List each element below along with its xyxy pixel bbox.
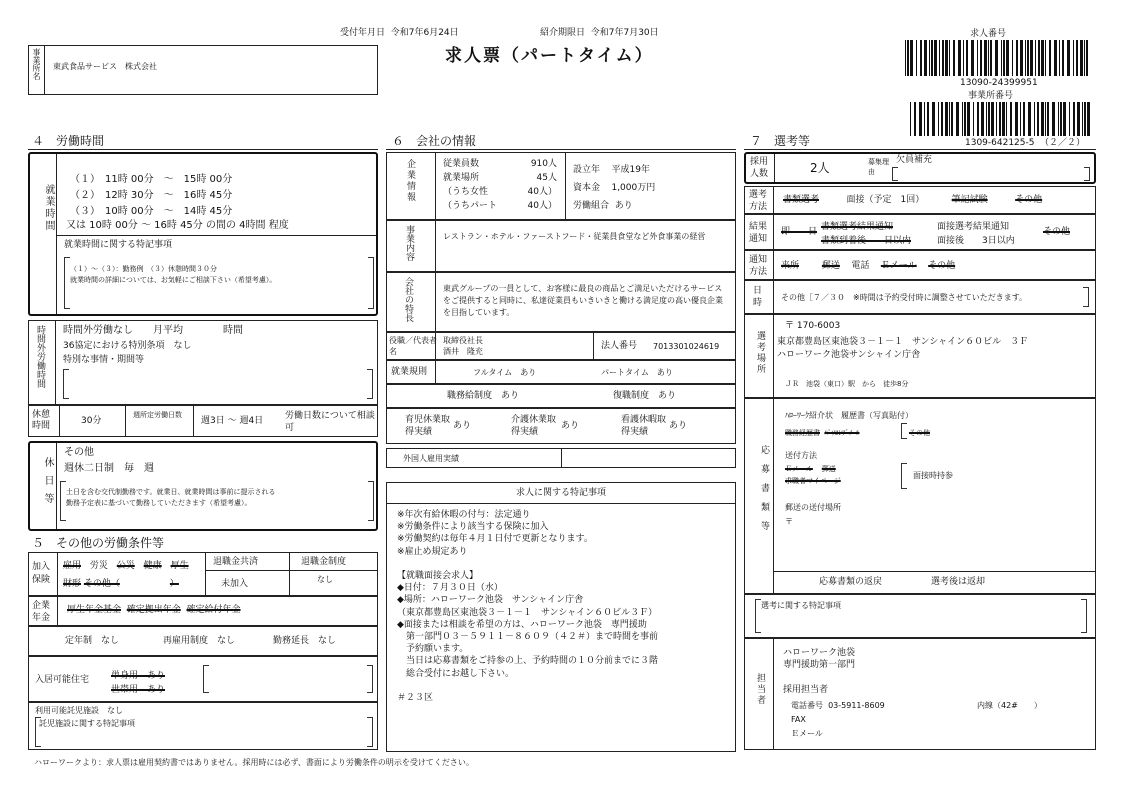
section-6-title: ６ 会社の情報 [392,134,477,148]
staff-dept: 専門援助第一部門 [783,660,856,670]
selection-notes-box [744,594,1096,638]
overtime-line-2: 36協定における特別条項 なし [63,341,192,351]
housing-label: 入居可能住宅 [35,675,90,685]
office-number: 1309-642125-5 [965,138,1035,148]
childcare-row [28,702,378,750]
shift-2: （２） 12時 30分 ～ 16時 45分 [70,190,233,201]
holiday-weekly: 週休二日制 毎 週 [64,463,154,474]
part-value: 40人） [527,201,557,211]
business-name-box [28,45,378,95]
notify-method-label: 通知方法 [749,255,768,277]
work-rules-label: 就業規則 [391,367,428,377]
result-immediate: 即 日 [781,227,818,237]
selection-method-row [744,186,1096,214]
mail-destination-label: 郵送の送付場所 [785,503,841,512]
staff-tel: 電話番号 03-5911-8609 [791,701,885,710]
overtime-line-1: 時間外労働なし 月平均 時間 [63,325,243,336]
result-notify-row [744,214,1096,250]
work-extension: 勤務延長 なし [273,636,337,646]
selection-place-label: 選考場所 [755,331,765,375]
result-doc-days: 書類到着後 日以内 [821,236,912,246]
send-mail: 郵送 [821,465,836,473]
special-note-line: ◆場所：ハローワーク池袋 サンシャイン庁舎 [397,595,584,606]
job-number: 13090-24399951 [960,78,1038,88]
housing-family: 世帯用 あり [111,685,166,695]
overtime-label: 時間外労働時間 [35,325,45,388]
company-info-label: 企業情報 [405,159,415,203]
pension-label: 企業年金 [32,601,51,623]
representative-label: 役職／代表者名 [389,336,437,356]
hire-count-label: 採用人数 [750,157,769,179]
special-note-line: ◆日付：７月３０日（水） [397,583,503,594]
staff-ext: 内線（42# ） [977,701,1042,710]
selection-access: ＪＲ 池袋（東口）駅 から 徒歩8分 [785,380,909,388]
selection-date-label: 日時 [753,286,763,308]
sick-leave-label: 看護休暇取得実績 [621,415,667,437]
holiday-box [28,441,378,531]
staff-email: Ｅメール [791,729,823,738]
hire-count: 2人 [810,161,830,175]
housing-single: 単身用 あり [111,671,166,681]
childcare-note: 託児施設に関する特記事項 [39,719,135,728]
retire-age: 定年制 なし [65,636,120,646]
staff-box [744,638,1096,750]
page-title: 求人票（パートタイム） [445,46,654,66]
retire-system-value: なし [317,575,333,584]
docs-return-value: 選考後は返却 [931,577,986,587]
docs-return-label: 応募書類の返戻 [819,577,883,587]
nursing-leave-label: 介護休業取得実績 [511,415,557,437]
childcare-leave-label: 育児休業取得実績 [405,415,451,437]
retire-mutual-label: 退職金共済 [213,557,259,567]
childcare-leave-value: あり [453,421,472,431]
application-docs-label: 応募書類等 [759,445,769,540]
special-note-line: ◆面接または相談を希望の方は、ハローワーク池袋 専門援助 [397,619,647,630]
foreign-hire-row [386,448,736,468]
employees-label: 従業員数 [443,159,480,169]
special-notes-text [397,509,658,704]
holiday-note-2: 勤務予定表に基づいて勤務していただきます（希望考慮）。 [66,499,252,507]
selection-address: 東京都豊島区東池袋３－１－１ サンシャイン６０ビル ３Ｆ [777,337,1029,347]
send-mypage: 求職者マイページ [785,477,841,485]
business-name: 東武食品サービス 株式会社 [53,62,157,71]
business-content-box [386,220,736,272]
reason-value: 欠員補充 [896,155,933,165]
break-value: 30分 [81,416,102,426]
retire-age-row [28,626,378,656]
representative-row [386,332,736,360]
part-label: （うちパート [443,201,498,211]
hours-notes-title: 就業時間に関する特記事項 [64,240,173,250]
notify-method-items: 来所 郵送 電話 Ｅメール その他 [781,261,956,271]
result-interview-days: 面接後 3日以内 [937,236,1015,246]
reinstatement-system: 復職制度 あり [613,391,677,401]
special-note-line: 総合受付にお越し下さい。 [397,668,515,679]
holiday-label: 休日等 [42,457,53,511]
insurance-row [28,552,378,596]
business-name-label: 事業所名 [29,46,45,94]
corporate-number: 7013301024619 [653,342,720,351]
selection-method-items: 書類選考 面接（予定 1回） 筆記試験 その他 [783,195,1043,205]
selection-postal: 〒 170-6003 [785,321,841,331]
notify-method-row [744,250,1096,280]
business-content-text: レストラン・ホテル・ファーストフード・従業員食堂など外食事業の経営 [443,232,706,241]
selection-date-row [744,280,1096,314]
office-number-barcode [910,102,1090,136]
hours-note-1: （１）～（３）：勤務例 （３）休憩時間３０分 [70,265,217,273]
send-method-label: 送付方法 [785,451,817,460]
staff-office: ハローワーク池袋 [783,648,856,658]
job-number-label: 求人番号 [970,29,1007,39]
site-value: 45人 [536,173,557,183]
company-feature-box [386,272,736,332]
nursing-leave-value: あり [561,421,580,431]
business-content-label: 事業内容 [404,225,414,261]
special-note-line [397,558,658,570]
company-info-box [386,152,736,220]
holiday-other: その他 [64,447,94,458]
footer-note: ハローワークより：求人票は雇用契約書ではありません。採用時には必ず、書面により労働条件の明示を受けてください。 [34,758,474,767]
union-value: あり [614,201,633,211]
sick-leave-value: あり [669,421,688,431]
overtime-box [28,320,378,405]
capital-value: 1,000万円 [611,183,656,193]
founded-label: 設立年 [573,165,601,175]
company-feature-text: 東武グループの一員として、お客様に最良の商品とご満足いただけるサービスをご提供すると同時に、私達従業員もいきいきと働ける満足度の高い優良企業を目指しています。 [443,284,723,317]
weekly-days-label: 週所定労働日数 [133,411,182,419]
childcare-label: 利用可能託児施設 なし [35,706,123,715]
receipt-date: 受付年月日 令和7年6月24日 [340,28,459,38]
site-label: 就業場所 [443,173,480,183]
selection-notes-label: 選考に関する特記事項 [761,601,841,610]
special-notes-title: 求人に関する特記事項 [515,488,606,498]
result-notify-label: 結果通知 [749,222,768,244]
pension-row [28,596,378,626]
special-note-line: 予約願います。 [397,644,469,655]
special-notes-box [386,482,736,752]
special-note-line: （東京都豊島区東池袋３－１－１ サンシャイン６０ビル３Ｆ） [397,607,658,618]
working-hours-label: 就業時間 [43,184,54,232]
work-rules-full: フルタイム あり [473,368,537,377]
referral-deadline: 紹介期限日 令和7年7月30日 [540,28,659,38]
women-label: （うち女性 [443,187,489,197]
housing-row [28,656,378,702]
result-doc-notify: 書類選考結果通知 [821,222,894,232]
mail-postal: 〒 [785,517,793,526]
union-label: 労働組合 [573,201,610,211]
job-number-barcode [905,40,1090,76]
pension-items: 厚生年金基金 確定拠出年金 確定給付年金 [67,605,241,615]
selection-date-value: その他［７／３０ ※時間は予約受付時に調整させていただきます。 [781,293,1028,302]
capital-label: 資本金 [573,183,601,193]
selection-place-box [744,314,1096,398]
weekly-days-note: 労働日数について相談可 [285,411,375,433]
employees-value: 910人 [530,159,557,169]
docs-optional: 職務経歴書 ﾊﾟｿｺﾝﾌﾞﾒｰﾙ [785,429,860,437]
working-hours-box [28,152,378,316]
weekly-days-value: 週3日 ～ 週4日 [201,416,264,426]
page-number: （２／２） [1040,138,1086,148]
special-note-line: 第一部門０３－５９１１－８６０９（４２＃）まで時間を事前 [397,632,659,643]
office-number-label: 事業所番号 [968,91,1014,101]
insurance-row-1: 雇用 労災 公災 健康 厚生 [63,561,189,571]
work-rules-part: パートタイム あり [601,368,673,377]
section-7-title: ７ 選考等 [750,134,811,148]
special-note-line: ※年次有給休暇の付与：法定通り [397,510,531,520]
foreign-hire-label: 外国人雇用実績 [403,454,459,463]
section-5-title: ５ その他の労働条件等 [32,536,165,550]
women-value: 40人） [527,187,557,197]
docs-other: その他 [909,429,930,437]
selection-place-name: ハローワーク池袋サンシャイン庁舎 [777,350,921,360]
shift-1: （１） 11時 00分 ～ 15時 00分 [70,174,233,185]
insurance-row-2: 財形 その他（ ） [63,579,179,589]
representative-name: 酒井 隆充 [443,347,483,356]
representative-title: 取締役社長 [443,336,483,345]
hours-note-2: 就業時間の詳細については、お気軽にご相談下さい（希望考慮）。 [70,276,277,284]
special-note-line: ※労働契約は毎年４月１日付で更新となります。 [397,534,593,545]
reason-label: 募集理由 [868,158,889,176]
job-pay-system: 職務給制度 あり [447,391,520,401]
special-note-line: 当日は応募書類をご持参の上、予約時間の１０分前までに３階 [397,656,659,667]
application-docs-box [744,398,1096,594]
insurance-label: 加入保険 [32,562,51,585]
leave-record-row [386,408,736,444]
holiday-note-1: 土日を含む交代制勤務です。就業日、就業時間は事前に提示される [66,488,276,496]
docs-required: ﾊﾛｰﾜｰｸ紹介状 履歴書（写真貼付） [785,411,913,420]
retire-mutual-value: 未加入 [221,579,249,589]
special-note-line: ＃２３区 [397,693,434,704]
staff-person: 採用担当者 [783,685,829,695]
rehire: 再雇用制度 なし [163,636,236,646]
company-feature-label: 会社の特長 [403,277,413,322]
special-note-line: ※労働条件により該当する保険に加入 [397,522,549,533]
staff-fax: FAX [791,715,806,724]
shift-3: （３） 10時 00分 ～ 14時 45分 [70,206,233,217]
corporate-number-label: 法人番号 [601,341,638,351]
section-4-title: ４ 労働時間 [32,134,105,148]
special-note-line: ※雇止め規定あり [397,546,468,557]
selection-method-label: 選考方法 [749,190,768,212]
special-note-line: 【就職面接会求人】 [397,571,479,582]
result-interview-notify: 面接選考結果通知 [937,222,1010,232]
send-note: 面接時持参 [913,471,953,480]
result-other: その他 [1043,227,1071,237]
alt-hours: 又は 10時 00分 ～ 16時 45分 の間の 4時間 程度 [66,220,289,231]
job-system-row [386,384,736,408]
staff-label: 担当者 [755,673,765,706]
special-note-line [397,680,658,692]
retire-system-label: 退職金制度 [301,557,347,567]
overtime-line-3: 特別な事情・期間等 [63,355,145,365]
break-label: 休憩時間 [32,410,51,431]
break-weekly-row [28,405,378,437]
founded-value: 平成19年 [611,165,650,175]
send-email: Ｅメール [785,465,813,473]
hire-count-box [744,152,1096,184]
work-rules-row [386,360,736,384]
